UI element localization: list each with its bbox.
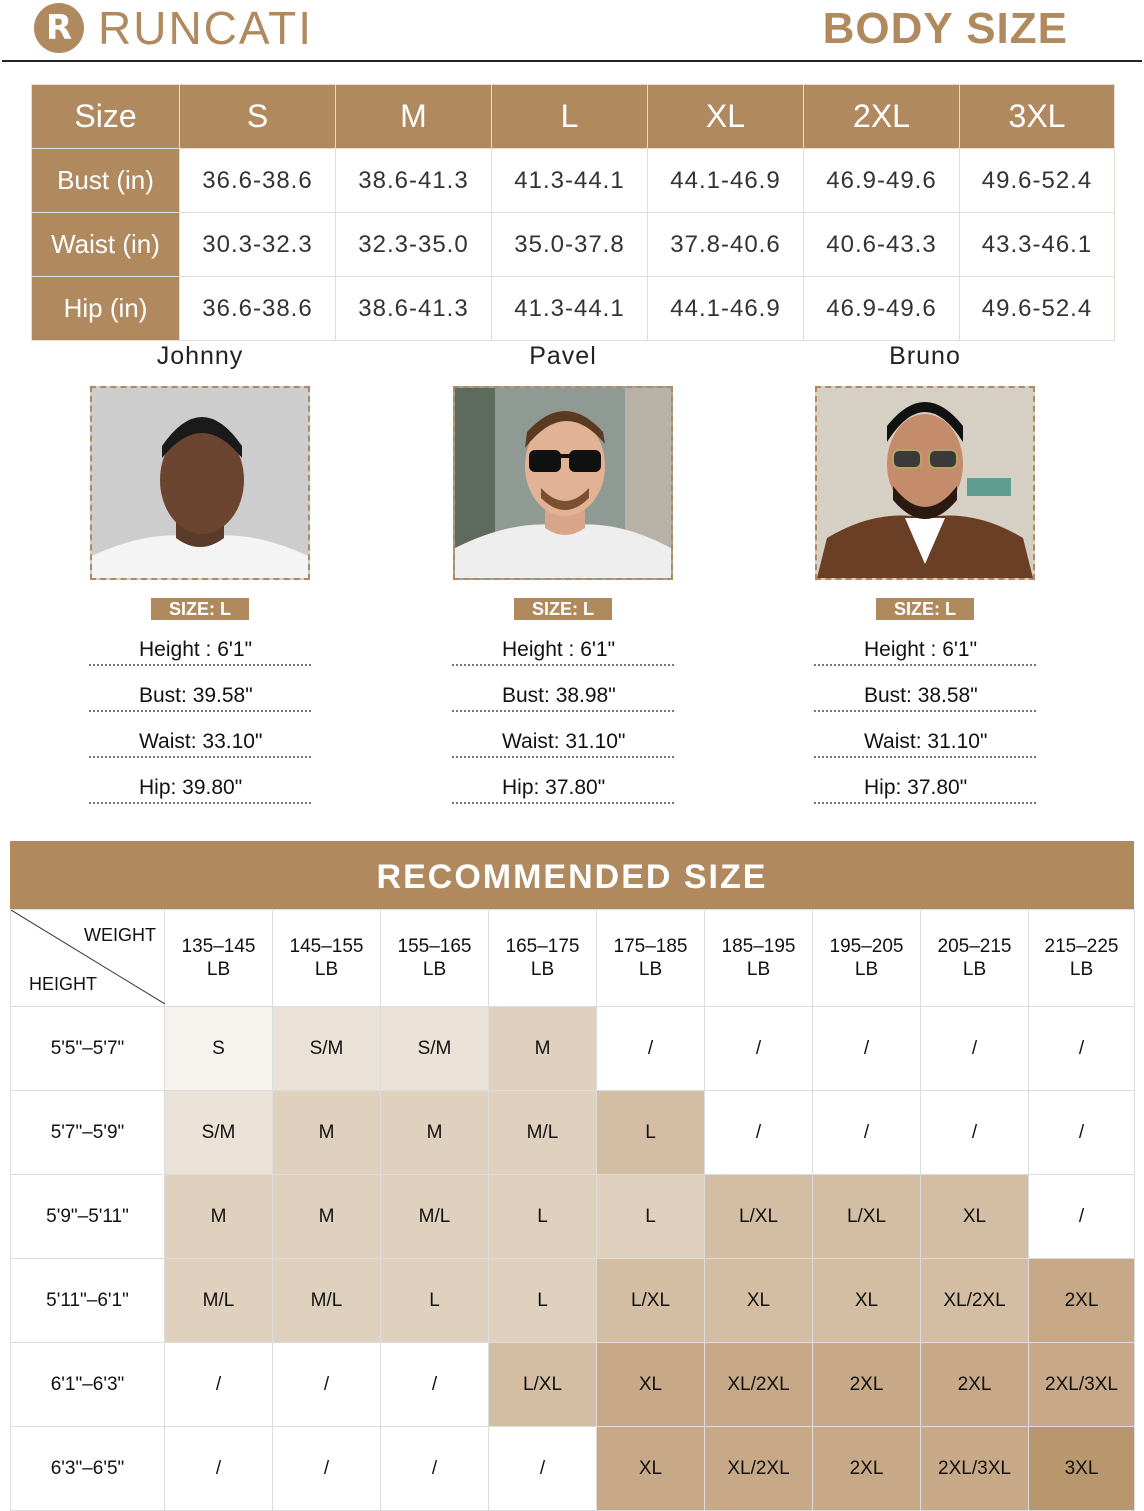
table-row	[32, 213, 1115, 277]
model-photo	[815, 386, 1035, 580]
model-hip: Hip: 37.80"	[452, 772, 674, 804]
model-name: Johnny	[156, 342, 244, 370]
height-row-header: 6'3"–6'5"	[11, 1427, 165, 1511]
size-cell: /	[921, 1007, 1029, 1091]
person-illustration	[817, 388, 1033, 578]
table-cell: 40.6-43.3	[804, 213, 960, 277]
size-cell: XL	[921, 1175, 1029, 1259]
table-cell: 43.3-46.1	[960, 213, 1115, 277]
size-cell: XL/2XL	[921, 1259, 1029, 1343]
recommended-size-banner: RECOMMENDED SIZE	[10, 841, 1134, 909]
weight-column-header: 215–225 LB	[1029, 910, 1135, 1007]
body-size-header-row	[32, 85, 1115, 149]
size-cell: /	[1029, 1007, 1135, 1091]
model-bust: Bust: 38.58"	[814, 680, 1036, 712]
size-cell: M	[489, 1007, 597, 1091]
size-cell: M/L	[273, 1259, 381, 1343]
size-cell: /	[597, 1007, 705, 1091]
model-height: Height : 6'1"	[89, 634, 311, 666]
brand-logo	[34, 2, 313, 54]
size-cell: M	[381, 1091, 489, 1175]
size-cell: /	[1029, 1175, 1135, 1259]
table-row	[32, 149, 1115, 213]
model-photo	[453, 386, 673, 580]
row-header: Bust (in)	[32, 149, 180, 213]
model-height: Height : 6'1"	[814, 634, 1036, 666]
model-waist: Waist: 31.10"	[452, 726, 674, 758]
weight-column-header: 175–185 LB	[597, 910, 705, 1007]
recommended-size-table	[10, 909, 1135, 1511]
size-cell: 2XL/3XL	[921, 1427, 1029, 1511]
row-header: Hip (in)	[32, 277, 180, 341]
brand-name: RUNCATI	[98, 2, 314, 54]
column-header: L	[492, 85, 648, 149]
size-badge: SIZE: L	[876, 598, 974, 620]
model-waist: Waist: 31.10"	[814, 726, 1036, 758]
corner-header	[11, 910, 165, 1007]
size-cell: S/M	[165, 1091, 273, 1175]
column-header: S	[180, 85, 336, 149]
table-row	[11, 1175, 1135, 1259]
column-header: Size	[32, 85, 180, 149]
table-row	[11, 1427, 1135, 1511]
model-name: Pavel	[529, 342, 597, 370]
table-cell: 49.6-52.4	[960, 149, 1115, 213]
table-cell: 36.6-38.6	[180, 149, 336, 213]
person-illustration	[455, 388, 671, 578]
weight-column-header: 185–195 LB	[705, 910, 813, 1007]
weight-column-header: 165–175 LB	[489, 910, 597, 1007]
table-cell: 46.9-49.6	[804, 149, 960, 213]
height-row-header: 5'5"–5'7"	[11, 1007, 165, 1091]
height-row-header: 5'11"–6'1"	[11, 1259, 165, 1343]
column-header: 3XL	[960, 85, 1115, 149]
size-cell: /	[813, 1091, 921, 1175]
logo-mark-icon: R	[34, 3, 84, 53]
size-cell: L/XL	[813, 1175, 921, 1259]
size-cell: L/XL	[705, 1175, 813, 1259]
size-cell: /	[273, 1343, 381, 1427]
size-cell: XL	[705, 1259, 813, 1343]
size-cell: M/L	[489, 1091, 597, 1175]
size-cell: 3XL	[1029, 1427, 1135, 1511]
size-cell: /	[381, 1343, 489, 1427]
table-cell: 38.6-41.3	[336, 277, 492, 341]
size-cell: S/M	[381, 1007, 489, 1091]
size-cell: L	[489, 1259, 597, 1343]
header	[0, 0, 1144, 62]
weight-column-header: 155–165 LB	[381, 910, 489, 1007]
size-cell: /	[489, 1427, 597, 1511]
size-cell: L/XL	[597, 1259, 705, 1343]
size-cell: S	[165, 1007, 273, 1091]
table-cell: 32.3-35.0	[336, 213, 492, 277]
model-height: Height : 6'1"	[452, 634, 674, 666]
weight-axis-label: WEIGHT	[84, 925, 156, 945]
table-row	[32, 277, 1115, 341]
model-hip: Hip: 39.80"	[89, 772, 311, 804]
size-cell: L	[597, 1175, 705, 1259]
size-cell: /	[165, 1343, 273, 1427]
size-cell: XL	[813, 1259, 921, 1343]
weight-column-header: 135–145 LB	[165, 910, 273, 1007]
model-bust: Bust: 39.58"	[89, 680, 311, 712]
size-badge: SIZE: L	[514, 598, 612, 620]
size-cell: XL	[597, 1343, 705, 1427]
weight-column-header: 145–155 LB	[273, 910, 381, 1007]
person-illustration	[92, 388, 308, 578]
size-cell: M	[165, 1175, 273, 1259]
model-waist: Waist: 33.10"	[89, 726, 311, 758]
size-cell: S/M	[273, 1007, 381, 1091]
size-cell: /	[813, 1007, 921, 1091]
table-cell: 30.3-32.3	[180, 213, 336, 277]
model-card-johnny	[85, 342, 315, 804]
size-cell: L	[489, 1175, 597, 1259]
size-cell: 2XL	[813, 1427, 921, 1511]
recommended-size-body	[11, 1007, 1135, 1511]
model-card-pavel	[448, 342, 678, 804]
size-cell: L	[381, 1259, 489, 1343]
size-cell: /	[705, 1091, 813, 1175]
table-cell: 44.1-46.9	[648, 149, 804, 213]
column-header: 2XL	[804, 85, 960, 149]
page-title: BODY SIZE	[822, 4, 1068, 53]
column-header: XL	[648, 85, 804, 149]
size-cell: 2XL	[921, 1343, 1029, 1427]
table-cell: 49.6-52.4	[960, 277, 1115, 341]
size-cell: /	[705, 1007, 813, 1091]
header-divider	[2, 60, 1142, 62]
weight-column-header: 195–205 LB	[813, 910, 921, 1007]
table-cell: 38.6-41.3	[336, 149, 492, 213]
size-cell: XL/2XL	[705, 1427, 813, 1511]
model-card-bruno	[810, 342, 1040, 804]
size-cell: /	[273, 1427, 381, 1511]
column-header: M	[336, 85, 492, 149]
size-cell: XL/2XL	[705, 1343, 813, 1427]
height-row-header: 5'7"–5'9"	[11, 1091, 165, 1175]
size-cell: M/L	[381, 1175, 489, 1259]
size-badge: SIZE: L	[151, 598, 249, 620]
size-cell: 2XL/3XL	[1029, 1343, 1135, 1427]
table-row	[11, 1343, 1135, 1427]
table-cell: 41.3-44.1	[492, 277, 648, 341]
model-name: Bruno	[889, 342, 961, 370]
body-size-table	[31, 84, 1115, 341]
size-cell: /	[381, 1427, 489, 1511]
size-cell: /	[1029, 1091, 1135, 1175]
model-photo	[90, 386, 310, 580]
size-cell: XL	[597, 1427, 705, 1511]
size-cell: M/L	[165, 1259, 273, 1343]
table-cell: 36.6-38.6	[180, 277, 336, 341]
size-cell: M	[273, 1175, 381, 1259]
size-cell: L/XL	[489, 1343, 597, 1427]
table-row	[11, 1259, 1135, 1343]
size-cell: /	[921, 1091, 1029, 1175]
height-row-header: 5'9"–5'11"	[11, 1175, 165, 1259]
height-row-header: 6'1"–6'3"	[11, 1343, 165, 1427]
size-cell: /	[165, 1427, 273, 1511]
table-cell: 44.1-46.9	[648, 277, 804, 341]
table-cell: 35.0-37.8	[492, 213, 648, 277]
table-cell: 41.3-44.1	[492, 149, 648, 213]
height-axis-label: HEIGHT	[29, 974, 98, 994]
weight-column-header: 205–215 LB	[921, 910, 1029, 1007]
size-cell: 2XL	[813, 1343, 921, 1427]
model-hip: Hip: 37.80"	[814, 772, 1036, 804]
table-row	[11, 1007, 1135, 1091]
weight-header-row	[11, 910, 1135, 1007]
row-header: Waist (in)	[32, 213, 180, 277]
table-cell: 46.9-49.6	[804, 277, 960, 341]
model-bust: Bust: 38.98"	[452, 680, 674, 712]
table-row	[11, 1091, 1135, 1175]
size-cell: 2XL	[1029, 1259, 1135, 1343]
size-cell: M	[273, 1091, 381, 1175]
size-cell: L	[597, 1091, 705, 1175]
table-cell: 37.8-40.6	[648, 213, 804, 277]
